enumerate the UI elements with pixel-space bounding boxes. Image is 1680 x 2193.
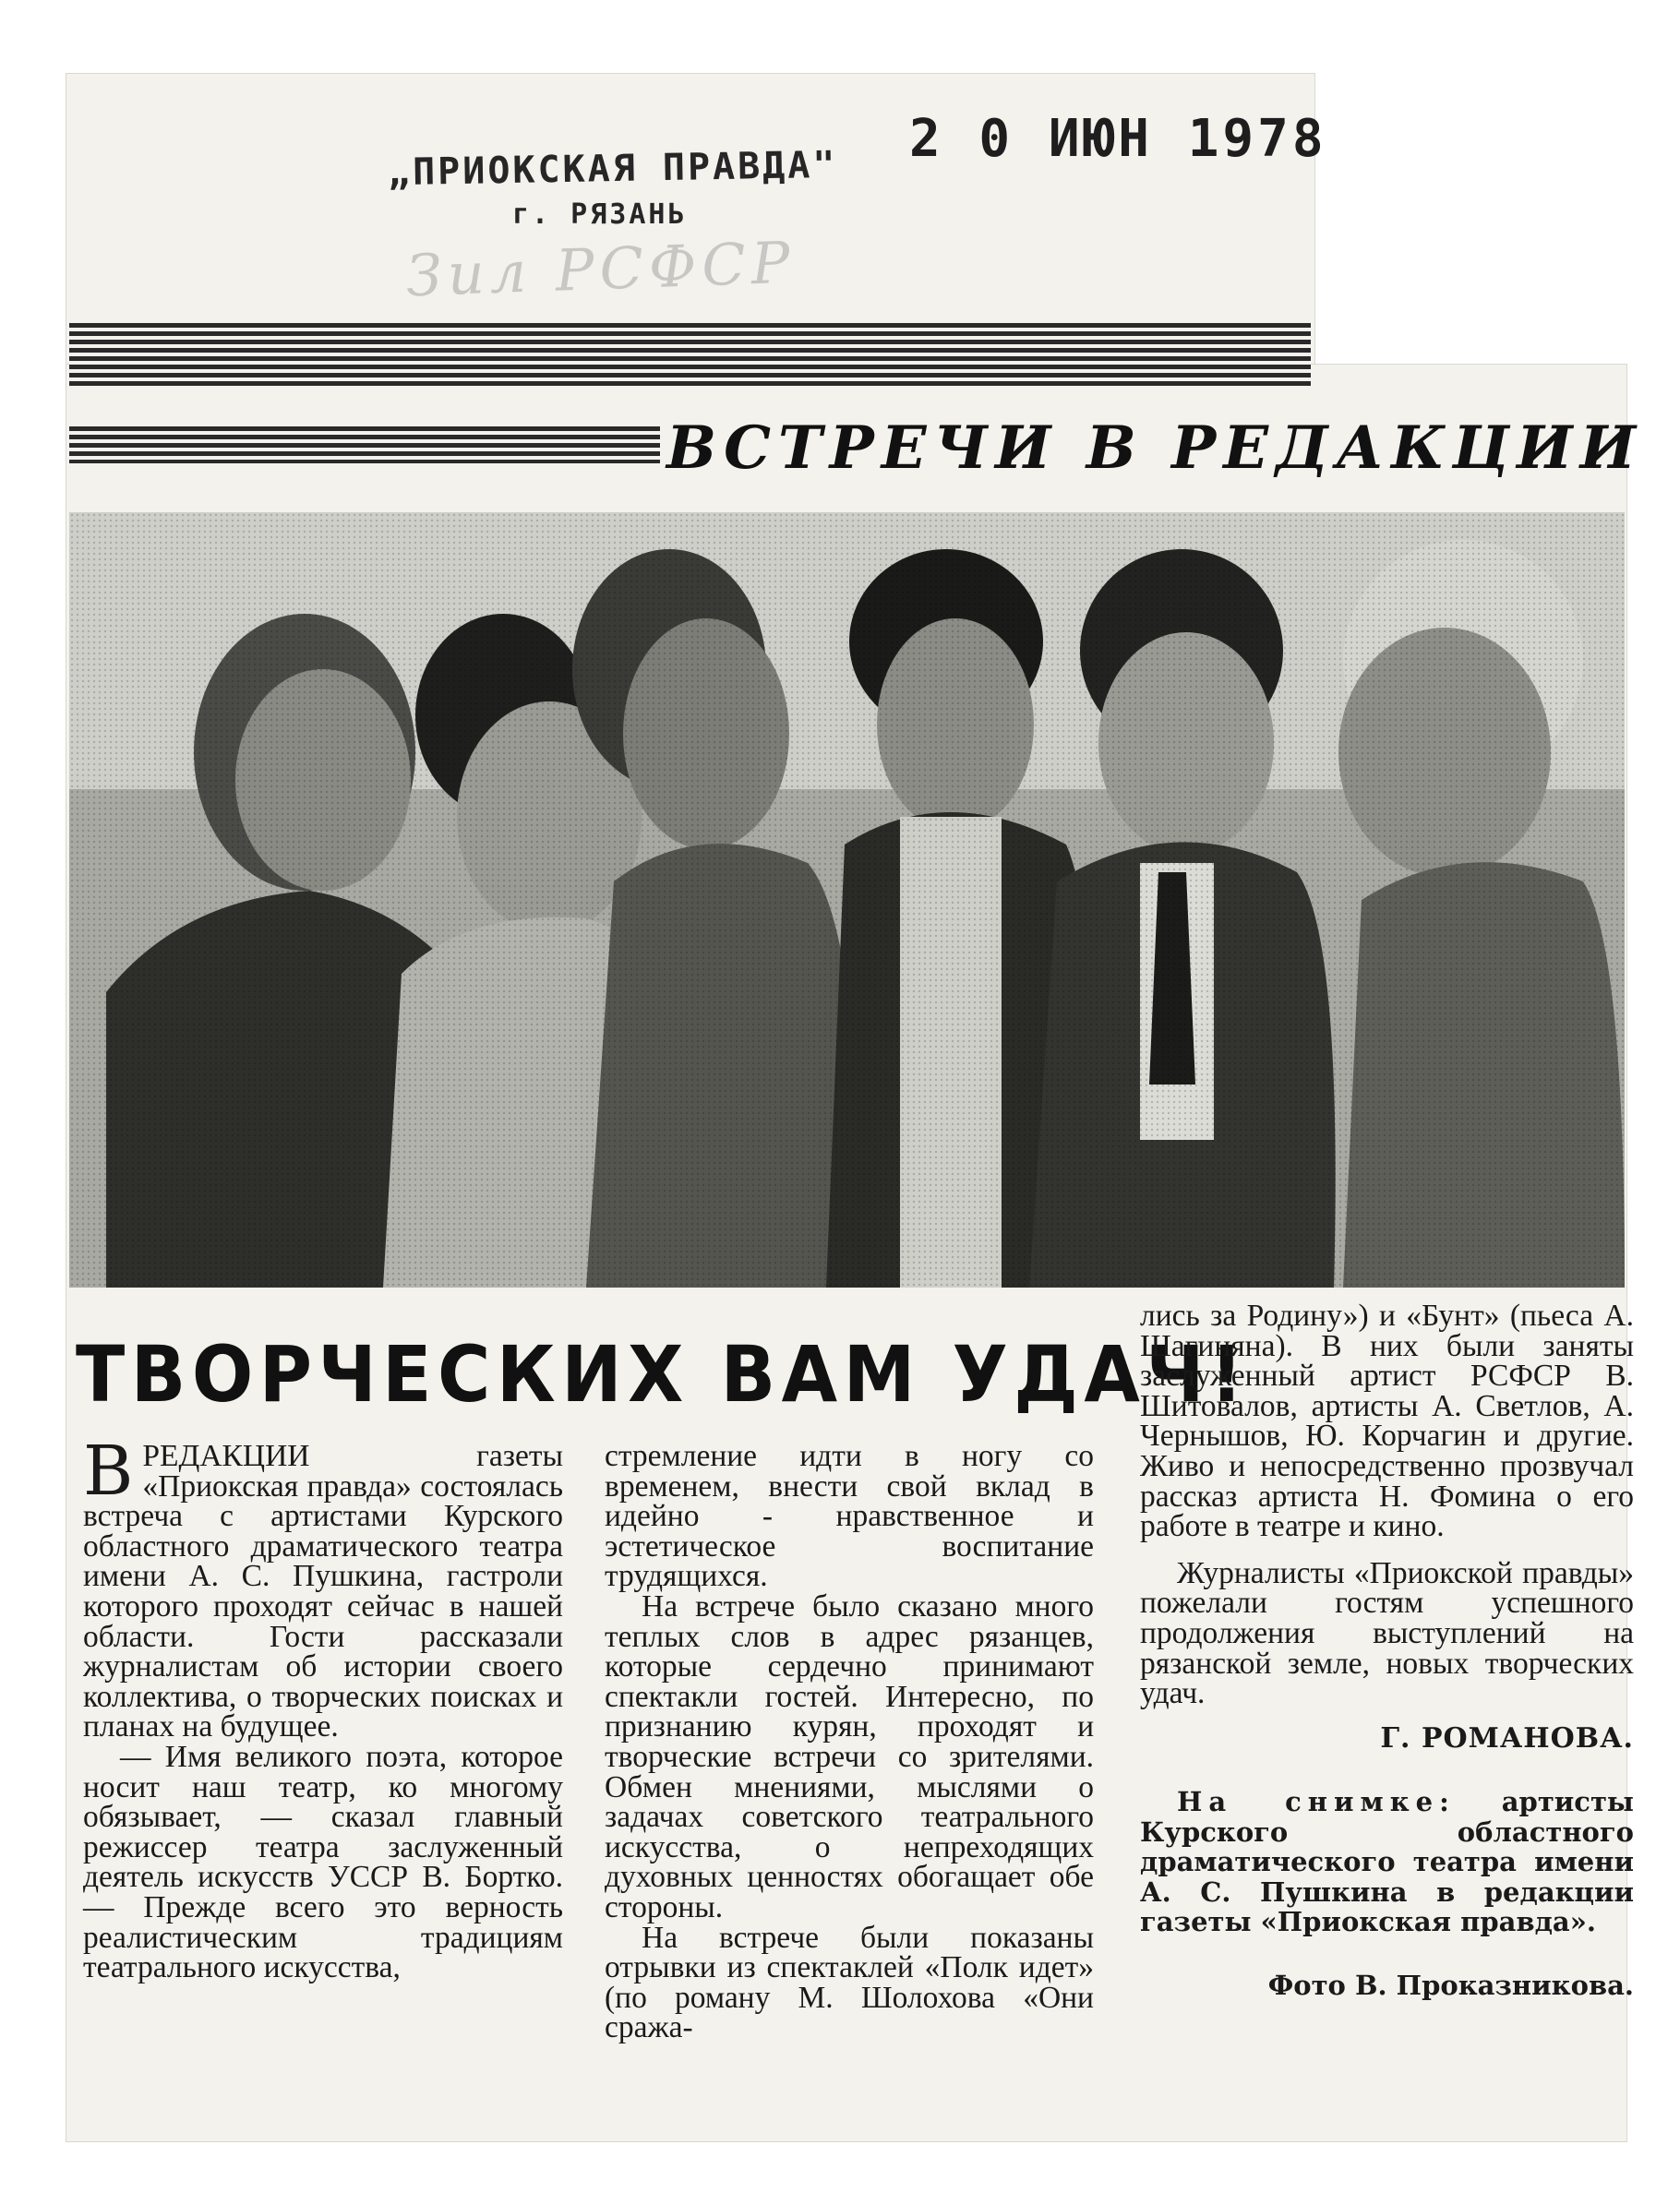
pencil-note: Зил РСФСР	[404, 228, 797, 310]
paragraph-meeting: На встрече было сказано много теплых слов в адрес рязанцев, которые сердечно принимают спектакли гостей. Интересно, по признанию курян, проходят и творческие встречи со зрителями. Обмен мнениями, мыслями о задачах советского театрального искусства, о непреходящих духовных ценностях обогащает обе стороны.	[605, 1588, 1094, 1924]
newspaper-city-stamp: г. РЯЗАНЬ	[512, 198, 688, 231]
article-column-1	[83, 1432, 563, 1985]
section-rule-lines	[69, 426, 660, 463]
caption-lead: На снимке:	[1177, 1786, 1456, 1818]
photo-caption	[1140, 1787, 1634, 1937]
lead-paragraph	[83, 1432, 563, 1744]
paragraph-quote: — Имя великого поэта, которое носит наш театр, ко многому обязывает, — сказал главный режиссер театра заслуженный деятель искусств УССР В. Бортко. — Прежде всего это верность реалистическим традициям театрального искусства,	[83, 1739, 563, 1985]
lead-paragraph-text: РЕДАКЦИИ газеты «Приокская правда» состоялась встреча с артистами Курского областного драматического театра имени А. С. Пушкина, гастроли которого проходят сейчас в нашей области. Гости рассказали журналистам об истории своего коллектива, о творческих поисках и планах на будущее.	[83, 1439, 563, 1744]
section-title: ВСТРЕЧИ В РЕДАКЦИИ	[666, 413, 1644, 483]
article-column-2	[605, 1439, 1094, 2045]
photo-credit: Фото В. Проказникова.	[1267, 1969, 1634, 2001]
paragraph-cast: лись за Родину») и «Бунт» (пьеса А. Шагиняна). В них были заняты заслуженный артист РСФСР В. Шитовалов, артисты А. Светлов, А. Чернышов, Ю. Корчагин и другие. Живо и непосредственно прозвучал рассказ артиста Н. Фомина о его работе в театре и кино.	[1140, 1299, 1634, 1544]
newspaper-name-stamp: „ПРИОКСКАЯ ПРАВДА"	[387, 143, 838, 195]
article-photo	[69, 512, 1625, 1288]
drop-cap: В	[83, 1432, 134, 1511]
paragraph-wishes: Журналисты «Приокской правды» пожелали гостям успешного продолжения выступлений на рязанской земле, новых творческих удач.	[1140, 1555, 1634, 1711]
header-rule-band	[69, 323, 1311, 386]
caption-text: артисты Курского областного драматического театра имени А. С. Пушкина в редакции газеты «Приокская правда».	[1140, 1786, 1634, 1938]
author-signature: Г. РОМАНОВА.	[1380, 1721, 1634, 1755]
date-stamp: 2 0 ИЮН 1978	[909, 109, 1327, 169]
article-column-3	[1140, 1301, 1634, 2000]
group-photo-icon	[69, 512, 1625, 1288]
article-headline: ТВОРЧЕСКИХ ВАМ УДАЧ!	[76, 1329, 1250, 1420]
paragraph-continuation: стремление идти в ногу со временем, внести свой вклад в идейно - нравственное и эстетическое воспитание трудящихся.	[605, 1439, 1094, 1594]
paragraph-performances: На встрече были показаны отрывки из спектаклей «Полк идет» (по роману М. Шолохова «Они сража-	[605, 1920, 1094, 2045]
